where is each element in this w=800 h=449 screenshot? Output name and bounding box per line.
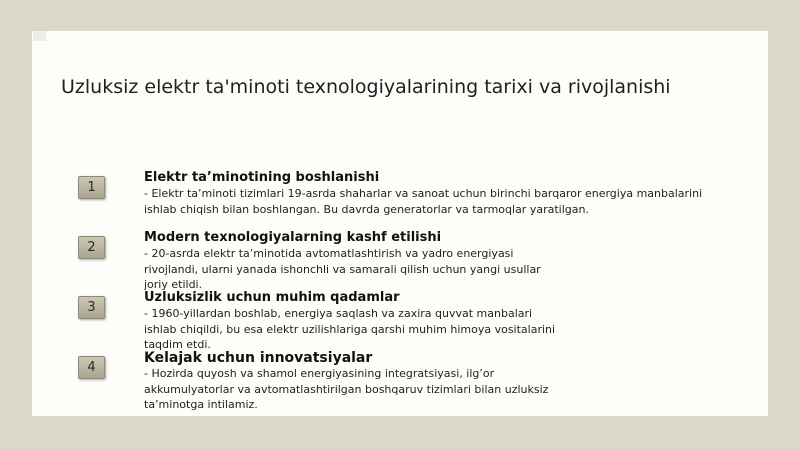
timeline-item [144,230,541,293]
timeline-item [144,170,702,217]
corner-mark [33,31,46,41]
step-number-badge: 3 [78,296,105,319]
step-number-badge: 1 [78,176,105,199]
slide-title: Uzluksiz elektr ta'minoti texnologiyalarining tarixi va rivojlanishi [61,76,671,98]
step-number-badge: 2 [78,236,105,259]
item-title: Kelajak uchun innovatsiyalar [144,350,373,366]
item-description: - 20-asrda elektr ta’minotida avtomatlashtirish va yadro energiyasi rivojlandi, ularni yanada ishonchli va samarali qilish uchun yangi usullar joriy etildi. [144,247,541,291]
step-number-badge: 4 [78,356,105,379]
item-description: - 1960-yillardan boshlab, energiya saqlash va zaxira quvvat manbalari ishlab chiqildi, bu esa elektr uzilishlariga qarshi muhim himoya vositalarini taqdim etdi. [144,307,556,351]
timeline-item [144,350,548,413]
item-title: Modern texnologiyalarning kashf etilishi [144,230,442,245]
item-title: Uzluksizlik uchun muhim qadamlar [144,290,400,305]
timeline-item [144,290,555,353]
item-title: Elektr ta’minotining boshlanishi [144,170,380,185]
item-description: - Hozirda quyosh va shamol energiyasining integratsiyasi, ilg’or akkumulyatorlar va avtomatlashtirilgan boshqaruv tizimlari bilan uzluksiz ta’minotga intilamiz. [144,367,549,411]
item-description: - Elektr ta’minoti tizimlari 19-asrda shaharlar va sanoat uchun birinchi barqaror energiya manbalarini ishlab chiqish bilan boshlangan. Bu davrda generatorlar va tarmoqlar yaratilgan. [144,187,703,216]
